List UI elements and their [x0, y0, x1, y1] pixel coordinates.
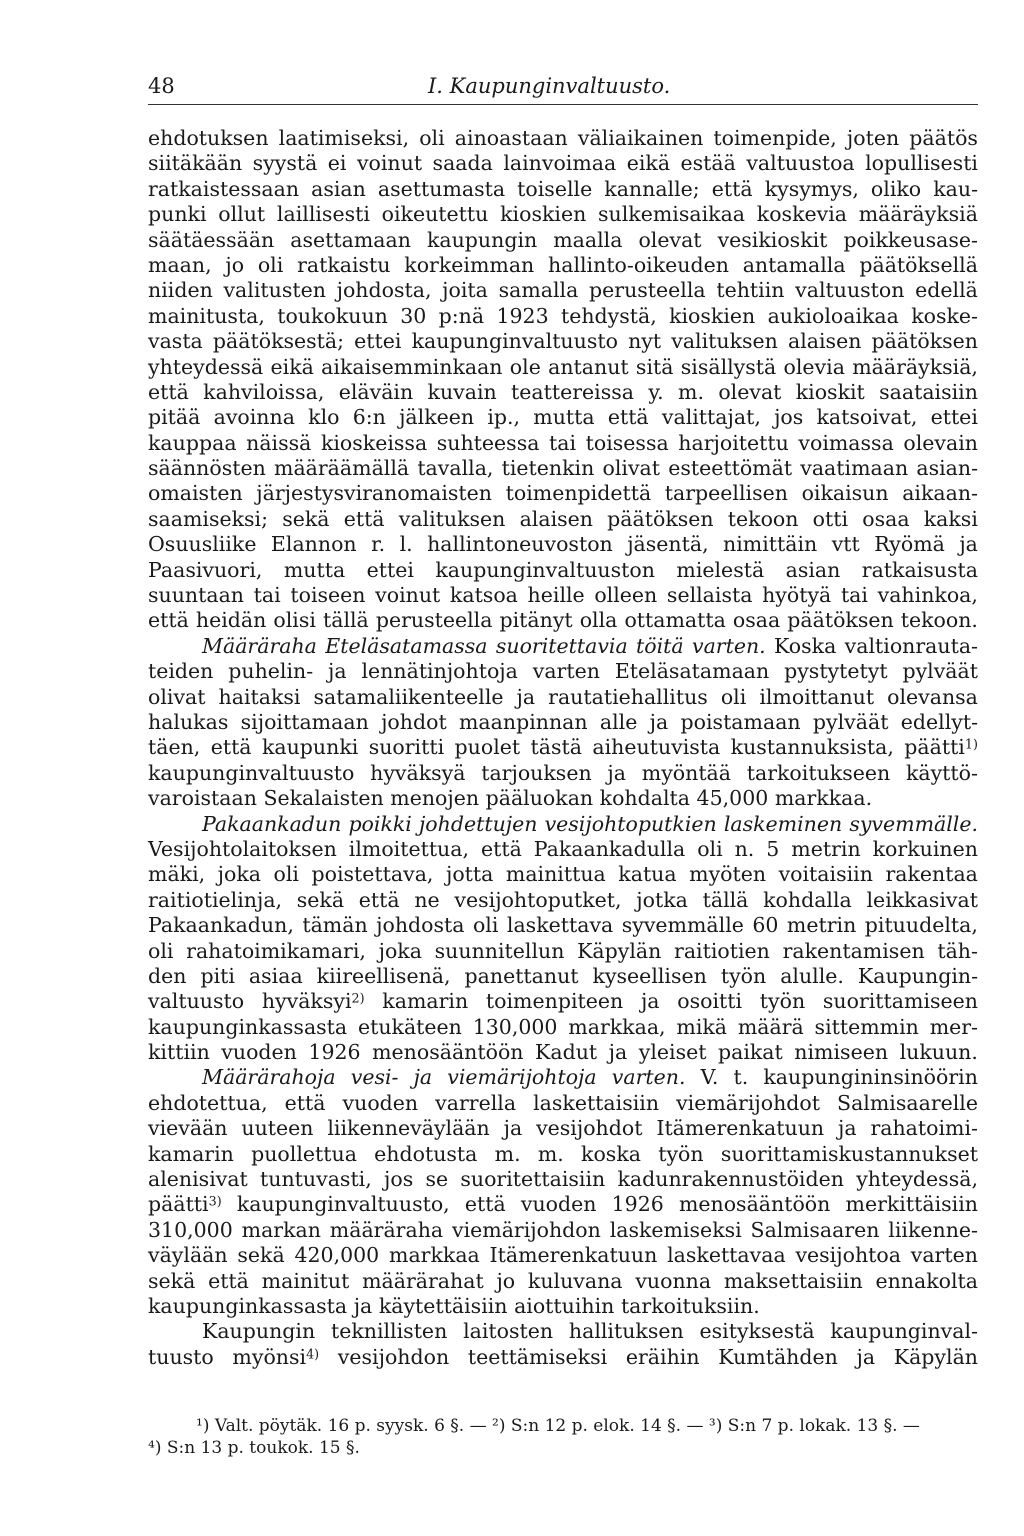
footnote-ref: 1) [964, 736, 978, 752]
text-line: Kaupungin teknillisten laitosten hallituksen esityksestä kaupunginval- [202, 1319, 978, 1344]
text-line: punki ollut laillisesti oikeutettu kioskien sulkemisaikaa koskevia määräyksiä [148, 202, 978, 227]
footnote-ref: 4) [306, 1346, 320, 1362]
header-rule [148, 104, 978, 105]
text-line: halukas sijoittamaan johdot maanpinnan alle ja poistamaan pylväät edellyt- [148, 709, 978, 734]
text-line: alenisivat tuntuvasti, jos se suoritettaisiin kadunrakennustöiden yhteydessä, [148, 1167, 978, 1192]
text-line: täen, että kaupunki suoritti puolet tästä aiheutuvista kustannuksista, päätti$^{1)}$ [148, 735, 978, 760]
text-line: kaupunginkassasta etukäteen 130,000 markkaa, mikä määrä sittemmin mer- [148, 1014, 978, 1039]
text-line: teiden puhelin- ja lennätinjohtoja varten Eteläsatamaan pystytetyt pylväät [148, 659, 978, 684]
text-line [148, 812, 978, 837]
section-heading-word: johdettujen [418, 811, 538, 836]
text-line: saamiseksi; sekä että valituksen alaisen päätöksen tekoon otti osaa kaksi [148, 506, 978, 531]
text-line: vasta päätöksestä; ettei kaupunginvaltuusto nyt valituksen alaisen päätöksen [148, 329, 978, 354]
text-line: säännösten määräämällä tavalla, tietenkin olivat esteettömät vaatimaan asian- [148, 456, 978, 481]
text-line: suuntaan tai toiseen voinut katsoa heille olleen sellaista hyötyä tai vahinkoa, [148, 583, 978, 608]
text-line: valtuusto hyväksyi$^{2)}$ kamarin toimenpiteen ja osoitti työn suorittamiseen [148, 989, 978, 1014]
text-line: Määräraha Eteläsatamassa suoritettavia töitä varten. Koska valtionrauta- [202, 633, 978, 658]
text-line: varoistaan Sekalaisten menojen pääluokan kohdalta 45,000 markkaa. [148, 786, 873, 811]
footnote-line: ¹) Valt. pöytäk. 16 p. syysk. 6 §. — ²) S:n 12 p. elok. 14 §. — ³) S:n 7 p. lokak. 13 §. — [196, 1416, 920, 1436]
text-line: Vesijohtolaitoksen ilmoitettua, että Pakaankadulla oli n. 5 metrin korkuinen [148, 836, 978, 861]
text-line: mainitusta, toukokuun 30 p:nä 1923 tehdystä, kioskien aukioloaikaa koske- [148, 303, 978, 328]
section-heading-word: varten. [692, 633, 766, 658]
section-heading-word: vesijohtoputkien [544, 811, 717, 836]
page-number: 48 [148, 74, 175, 98]
section-heading-word: varten. [611, 1065, 686, 1090]
footnotes [148, 1415, 978, 1459]
text-line: Osuusliike Elannon r. l. hallintoneuvoston jäsentä, nimittäin vtt Ryömä ja [148, 532, 978, 557]
text-line: kaupunginkassasta ja käytettäisiin aiottuihin tarkoituksiin. [148, 1293, 760, 1318]
text-line: siitäkään syystä ei voinut saada lainvoimaa eikä estää valtuustoa lopullisesti [148, 151, 978, 176]
text-line: olivat haitaksi satamaliikenteelle ja rautatiehallitus oli ilmoittanut olevansa [148, 684, 978, 709]
text-line: Paasivuori, mutta ettei kaupunginvaltuuston mielestä asian ratkaisusta [148, 557, 978, 582]
text-line: säätäessään asettamaan kaupungin maalla olevat vesikioskit poikkeusase- [148, 227, 978, 252]
text-line: että heidän olisi tällä perusteella pitänyt olla ottamatta osaa päätöksen tekoon. [148, 608, 978, 633]
text-line: oli rahatoimikamari, joka suunnitellun Käpylän raitiotien rakentamisen täh- [148, 938, 978, 963]
text-line: 310,000 markan määräraha viemärijohdon laskemiseksi Salmisaaren liikenne- [148, 1217, 978, 1242]
text-line: kauppaa näissä kioskeissa suhteessa tai toisessa harjoitettu voimassa olevain [148, 430, 978, 455]
text-line: raitiotielinja, sekä että ne vesijohtoputket, jotka tällä kohdalla leikkasivat [148, 887, 978, 912]
text-line: vievään uuteen liikenneväylään ja vesijohdot Itämerenkatuun ja rahatoimi- [148, 1116, 978, 1141]
text-line: Määrärahoja vesi- ja viemärijohtoja varten. V. t. kaupungininsinöörin [202, 1065, 978, 1090]
text-line: omaisten järjestysviranomaisten toimenpidettä tarpeellisen oikaisun aikaan- [148, 481, 978, 506]
text-line: ratkaistessaan asian asettumasta toiselle kannalle; että kysymys, oliko kau- [148, 176, 978, 201]
text-line: että kahviloissa, eläväin kuvain teattereissa y. m. olevat kioskit saataisiin [148, 379, 978, 404]
body-text [148, 126, 978, 1370]
text-line: niiden valitusten johdosta, joita samalla perusteella tehtiin valtuuston edellä [148, 278, 978, 303]
text-line: sekä että mainitut määrärahat jo kuluvana vuonna maksettaisiin ennakolta [148, 1268, 978, 1293]
text-line: kaupunginvaltuusto hyväksyä tarjouksen ja myöntää tarkoitukseen käyttö- [148, 760, 978, 785]
page-header [148, 72, 978, 100]
footnote-line: ⁴) S:n 13 p. toukok. 15 §. [148, 1438, 360, 1458]
text-line: kamarin puollettua ehdotusta m. m. koska työn suorittamiskustannukset [148, 1141, 978, 1166]
footnote-ref: 2) [351, 990, 365, 1006]
section-heading-word: töitä [636, 633, 684, 658]
section-heading-word: viemärijohtoja [447, 1065, 597, 1090]
text-line: ehdotuksen laatimiseksi, oli ainoastaan väliaikainen toimenpide, joten päätös [148, 126, 978, 150]
section-heading-word: laskeminen [723, 811, 843, 836]
text-line: pitää avoinna klo 6:n jälkeen ip., mutta että valittajat, jos katsoivat, ettei [148, 405, 978, 430]
text-line: kittiin vuoden 1926 menosääntöön Kadut ja yleiset paikat nimiseen lukuun. [148, 1040, 978, 1065]
footnote-ref: 3) [208, 1193, 222, 1209]
section-heading-word: ja [413, 1065, 433, 1090]
text-line: Pakaankadun, tämän johdosta oli laskettava syvemmälle 60 metrin pituudelta, [148, 913, 978, 938]
section-heading-word: Määräraha [202, 633, 317, 658]
text-line: tuusto myönsi$^{4)}$ vesijohdon teettämiseksi eräihin Kumtähden ja Käpylän [148, 1344, 978, 1369]
section-heading-word: poikki [348, 811, 412, 836]
section-heading-word: syvemmälle. [849, 811, 978, 836]
text-line: mäki, joka oli poistettava, jotta mainittua katua myöten voitaisiin rakentaa [148, 862, 978, 887]
text-line: den piti asiaa kiireellisenä, panettanut kyseellisen työn alulle. Kaupungin- [148, 963, 978, 988]
section-heading-word: suoritettavia [495, 633, 628, 658]
section-heading-word: Määrärahoja [202, 1065, 336, 1090]
section-heading-word: Eteläsatamassa [325, 633, 488, 658]
section-heading-word: vesi- [350, 1065, 399, 1090]
text-line: maan, jo oli ratkaistu korkeimman hallinto-oikeuden antamalla päätöksellä [148, 252, 978, 277]
text-line: väylään sekä 420,000 markkaa Itämerenkatuun laskettavaa vesijohtoa varten [148, 1243, 978, 1268]
section-heading-word: Pakaankadun [202, 811, 342, 836]
text-line: yhteydessä eikä aikaisemminkaan ole antanut sitä sisällystä olevia määräyksiä, [148, 354, 978, 379]
text-line: ehdotettua, että vuoden varrella laskettaisiin viemärijohdot Salmisaarelle [148, 1090, 978, 1115]
text-line: päätti$^{3)}$ kaupunginvaltuusto, että vuoden 1926 menosääntöön merkittäisiin [148, 1192, 978, 1217]
running-title: I. Kaupunginvaltuusto. [428, 74, 671, 98]
